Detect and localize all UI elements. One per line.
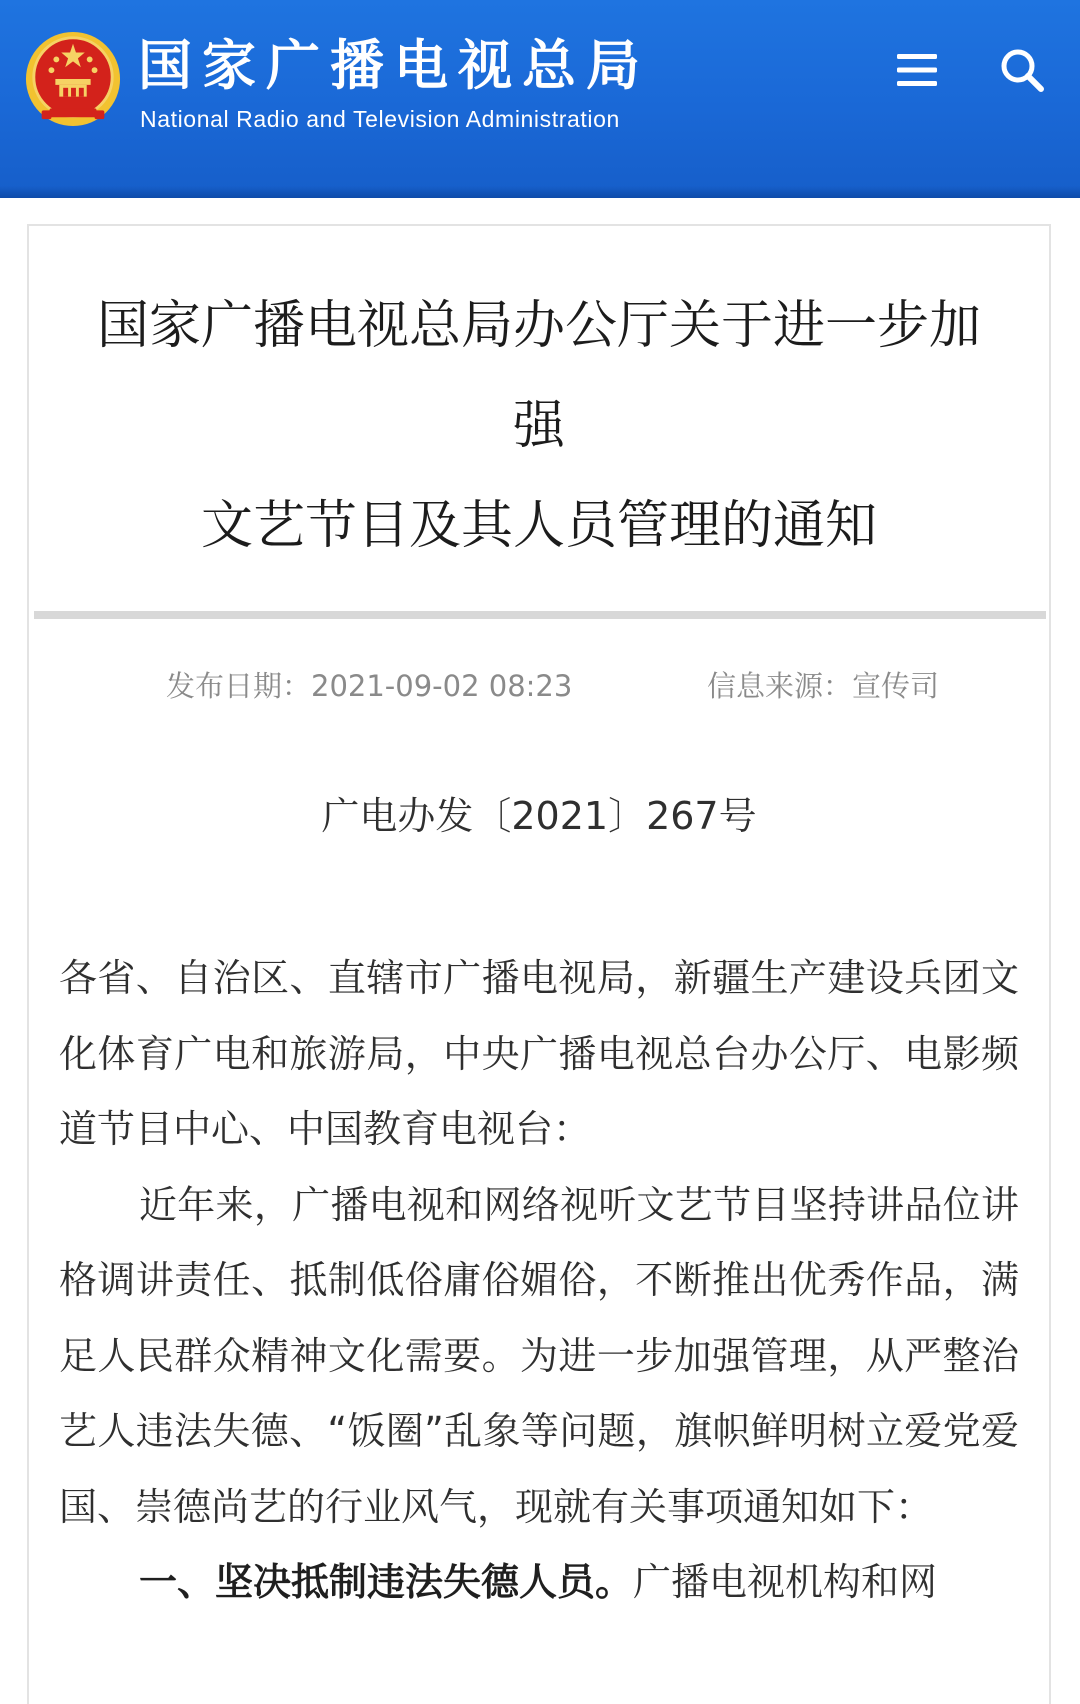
article-title-line: 文艺节目及其人员管理的通知 bbox=[200, 496, 877, 556]
article-body bbox=[59, 941, 1019, 1621]
site-header bbox=[0, 0, 1080, 198]
section-1-heading: 一、坚决抵制违法失德人员。 bbox=[139, 1560, 634, 1604]
search-icon[interactable] bbox=[997, 45, 1047, 95]
article-title-line: 国家广播电视总局办公厅关于进一步加 bbox=[96, 296, 981, 356]
addressee-paragraph: 各省、自治区、直辖市广播电视局，新疆生产建设兵团文化体育广电和旅游局，中央广播电视总台办公厅、电影频道节目中心、中国教育电视台： bbox=[59, 956, 1019, 1151]
article-card bbox=[27, 224, 1051, 1704]
info-source: 信息来源：宣传司 bbox=[707, 669, 940, 703]
publish-date: 发布日期：2021-09-02 08:23 bbox=[166, 669, 573, 703]
article-title-line: 强 bbox=[512, 396, 565, 456]
site-name-en[interactable]: National Radio and Television Administration bbox=[140, 106, 620, 132]
intro-paragraph: 近年来，广播电视和网络视听文艺节目坚持讲品位讲格调讲责任、抵制低俗庸俗媚俗，不断推出优秀作品，满足人民群众精神文化需要。为进一步加强管理，从严整治艺人违法失德、“饭圈”乱象等问题，旗帜鲜明树立爱党爱国、崇德尚艺的行业风气，现就有关事项通知如下： bbox=[59, 1182, 1019, 1529]
article-title bbox=[49, 276, 1029, 576]
national-emblem-icon[interactable] bbox=[24, 30, 122, 128]
title-divider bbox=[34, 611, 1046, 619]
section-1-text: 广播电视机构和网 bbox=[633, 1560, 938, 1604]
hamburger-menu-icon[interactable] bbox=[893, 48, 941, 92]
site-name-cn[interactable]: 国家广播电视总局 bbox=[138, 34, 650, 97]
document-number: 广电办发〔2021〕267号 bbox=[321, 794, 757, 838]
section-1-paragraph bbox=[59, 1545, 1019, 1621]
